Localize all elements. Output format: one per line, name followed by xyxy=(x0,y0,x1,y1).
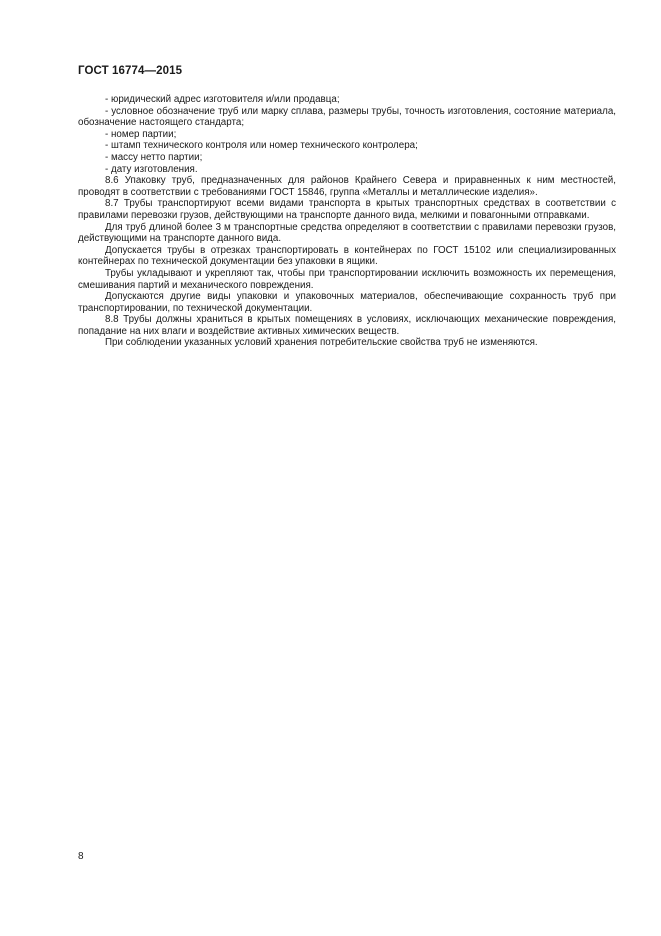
paragraph: Трубы укладывают и укрепляют так, чтобы при транспортировании исключить возможность их перемещения, смешивания партий и механического повреждения. xyxy=(78,267,616,291)
paragraph: - юридический адрес изготовителя и/или продавца; xyxy=(105,94,340,105)
paragraph: При соблюдении указанных условий хранения потребительские свойства труб не изменяются. xyxy=(105,337,538,349)
section-8-8: 8.8 Трубы должны храниться в крытых помещениях в условиях, исключающих механические повреждения, попадание на них влаги и воздействие активных химических веществ. xyxy=(78,314,616,337)
section-8-7: 8.7 Трубы транспортируют всеми видами транспорта в крытых транспортных средствах в соответствии с правилами перевозки грузов, действующими на транспорте данного вида, мелкими и повагонными отправками. xyxy=(78,198,616,221)
paragraph: - штамп технического контроля или номер технического контролера; xyxy=(105,140,418,152)
section-8-6: 8.6 Упаковку труб, предназначенных для районов Крайнего Севера и приравненных к ним местностей, проводят в соответствии с требованиями ГОСТ 15846, группа «Металлы и металлические изделия». xyxy=(78,175,616,198)
page-number: 8 xyxy=(78,851,84,862)
paragraph: Допускается трубы в отрезках транспортировать в контейнерах по ГОСТ 15102 или специализированных контейнерах по технической документации без упаковки в ящики. xyxy=(78,244,616,268)
paragraph: Для труб длиной более 3 м транспортные средства определяют в соответствии с правилами перевозки грузов, действующими на транспорте данного вида. xyxy=(78,221,616,245)
body-text xyxy=(78,94,616,349)
paragraph: Допускаются другие виды упаковки и упаковочных материалов, обеспечивающие сохранность труб при транспортировании, по технической документации. xyxy=(78,291,616,314)
paragraph: - массу нетто партии; xyxy=(105,151,203,163)
document-header: ГОСТ 16774—2015 xyxy=(78,65,183,77)
paragraph: - номер партии; xyxy=(105,128,177,140)
paragraph: - дату изготовления. xyxy=(105,163,198,175)
paragraph: - условное обозначение труб или марку сплава, размеры трубы, точность изготовления, состояние материала, обозначение настоящего стандарта; xyxy=(78,105,616,129)
